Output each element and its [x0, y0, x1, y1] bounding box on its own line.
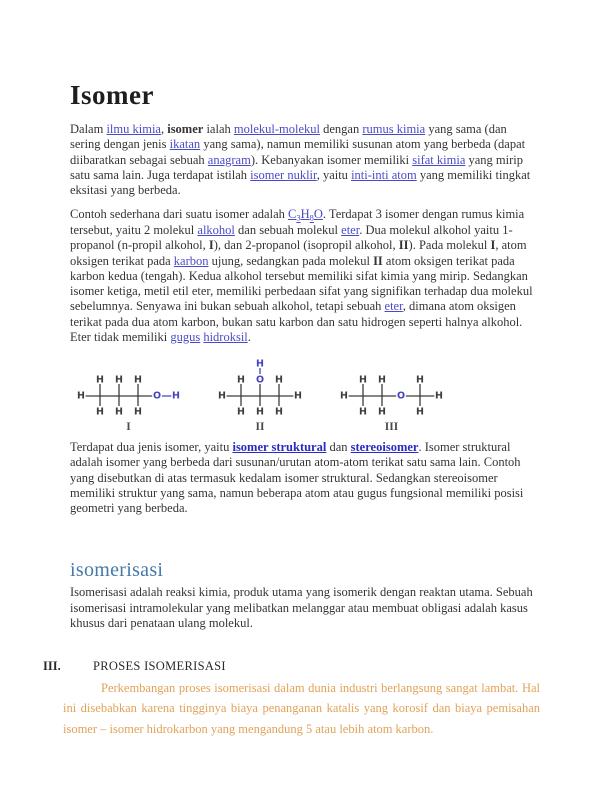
molecule-structure-1-propanol: [72, 354, 185, 434]
atom-label: O: [396, 390, 406, 402]
atom-label: H: [359, 374, 367, 386]
atom-label: H: [96, 374, 104, 386]
atom-label: H: [77, 390, 85, 402]
inline-link[interactable]: rumus kimia: [362, 122, 426, 136]
atom-label: O: [255, 374, 265, 386]
text-segment: Terdapat dua jenis isomer, yaitu: [70, 440, 233, 455]
atom-label: H: [96, 406, 104, 418]
molecule-roman-numeral: II: [255, 421, 265, 434]
inline-link[interactable]: ikatan: [169, 137, 201, 152]
text-segment: dan: [326, 440, 351, 455]
inline-link[interactable]: 3: [296, 212, 301, 223]
atom-label: H: [256, 406, 264, 418]
atom-label: H: [115, 374, 123, 386]
atom-label: H: [134, 374, 142, 386]
text-segment: atom oksigen terikat pada karbon kedua (tengah). Kedua alkohol tersebut memiliki sifat kimia yang mirip. Sedangkan isomer ketiga, metil etil eter, memiliki perbedaan sifat yang signifikan terhadap dua molekul sebelumnya. Senyawa ini bukan sebuah alkohol, tetapi sebuah: [70, 253, 533, 314]
inline-link[interactable]: alkohol: [197, 223, 235, 238]
atom-label: H: [275, 374, 283, 386]
text-segment: . Isomer struktural adalah isomer yang berbeda dari susunan/urutan atom-atom terikat satu sama lain. Contoh yang disebutkan di atas termasuk kedalam isomer struktural. Sedangkan stereoisomer memiliki struktur yang sama, namun beberapa atom atau gugus fungsional memiliki posisi geometri yang berbeda.: [70, 440, 524, 516]
atom-label: H: [218, 390, 226, 402]
text-segment: dengan: [319, 122, 363, 136]
molecule-svg: [335, 354, 448, 434]
molecule-roman-numeral: III: [384, 421, 399, 434]
paragraph-intro: [70, 122, 535, 198]
molecule-structure-metil-etil-eter: [335, 354, 448, 434]
bold-text: II: [373, 253, 383, 268]
atom-label: H: [256, 358, 264, 370]
bold-text: I: [490, 238, 496, 253]
atom-label: H: [359, 406, 367, 418]
atom-label: H: [378, 406, 386, 418]
heading-isomerisasi: isomerisasi: [70, 559, 164, 582]
text-segment: ). Kebanyakan isomer memiliki: [250, 152, 413, 167]
atom-label: H: [416, 406, 424, 418]
atom-label: H: [275, 406, 283, 418]
text-segment: Dalam: [70, 122, 107, 136]
paragraph-isomerisasi: Isomerisasi adalah reaksi kimia, produk utama yang isomerik dengan reaktan utama. Sebuah isomerisasi intramolekular yang melibatkan melanggar atau membuat obligasi adalah kasus khusus dari penataan ulang molekul.: [70, 585, 533, 630]
text-segment: . Dua molekul alkohol yaitu 1-propanol (n-propil alkohol,: [70, 223, 513, 253]
inline-link[interactable]: sifat kimia: [412, 152, 466, 167]
text-segment: Contoh sederhana dari suatu isomer adalah: [70, 207, 288, 222]
inline-link[interactable]: O: [313, 207, 323, 222]
section-title: PROSES ISOMERISASI: [93, 659, 226, 674]
text-segment: ), dan 2-propanol (isopropil alkohol,: [213, 238, 399, 253]
atom-label: H: [416, 374, 424, 386]
text-segment: ). Pada molekul: [408, 238, 491, 253]
inline-link[interactable]: eter: [341, 223, 360, 238]
atom-label: H: [378, 374, 386, 386]
inline-link[interactable]: eter: [384, 299, 403, 314]
chemical-structures-figure: [72, 354, 535, 434]
inline-link[interactable]: gugus: [170, 329, 201, 344]
molecule-roman-numeral: I: [126, 421, 131, 434]
inline-link[interactable]: isomer struktural: [232, 440, 327, 455]
page-title: Isomer: [70, 80, 154, 110]
text-segment: , atom oksigen terikat pada: [70, 238, 527, 268]
molecule-svg: [213, 354, 307, 434]
text-segment: .: [247, 329, 251, 344]
atom-label: H: [340, 390, 348, 402]
text-segment: . Terdapat 3 isomer dengan rumus kimia tersebut, yaitu 2 molekul: [70, 207, 525, 238]
text-segment: ,: [160, 122, 168, 136]
bold-text: I: [208, 238, 214, 253]
atom-label: O: [152, 390, 162, 402]
paragraph-proses-isomerisasi: Perkembangan proses isomerisasi dalam dunia industri berlangsung sangat lambat. Hal ini disebabkan karena tingginya biaya penanganan katalis yang korosif dan biaya pemisahan isomer – isomer hidrokarbon yang mengandung 5 atau lebih atom karbon.: [63, 681, 540, 736]
bold-text: II: [398, 238, 409, 253]
text-segment: ujung, sedangkan pada molekul: [208, 253, 374, 268]
atom-label: H: [172, 390, 180, 402]
text-segment: dan sebuah molekul: [234, 223, 342, 238]
paragraph-example: [70, 207, 535, 345]
inline-link[interactable]: hidroksil: [203, 329, 248, 344]
text-segment: , dimana atom oksigen terikat pada dua atom karbon, bukan satu karbon dan satu hidrogen seperti halnya alkohol. Eter tidak memiliki: [70, 299, 523, 344]
text-segment: yang sama), namun memiliki susunan atom yang berbeda (dapat diibaratkan sebagai sebuah: [70, 137, 526, 167]
inline-link[interactable]: C: [288, 207, 297, 222]
bold-text: isomer: [167, 122, 204, 136]
section-number: III.: [43, 659, 61, 674]
text-segment: ialah: [203, 122, 234, 136]
text-segment: yang memiliki tingkat eksitasi yang berbeda.: [70, 167, 531, 197]
atom-label: H: [294, 390, 302, 402]
atom-label: H: [115, 406, 123, 418]
molecule-structure-2-propanol: [213, 354, 307, 434]
inline-link[interactable]: inti-inti atom: [351, 167, 417, 182]
inline-link[interactable]: 8: [309, 212, 314, 223]
inline-link[interactable]: isomer nuklir: [250, 167, 317, 182]
inline-link[interactable]: stereoisomer: [350, 440, 419, 455]
atom-label: H: [435, 390, 443, 402]
inline-link[interactable]: molekul-molekul: [233, 122, 320, 136]
atom-label: H: [237, 374, 245, 386]
inline-link[interactable]: anagram: [207, 152, 251, 167]
inline-link[interactable]: ilmu kimia: [106, 122, 161, 136]
section-heading-row: [43, 659, 535, 674]
text-segment: yang mirip satu sama lain. Juga terdapat istilah: [70, 152, 524, 182]
inline-link[interactable]: H: [300, 207, 310, 222]
text-segment: , yaitu: [316, 167, 352, 182]
inline-link[interactable]: karbon: [173, 253, 209, 268]
paragraph-isomer-types: [70, 440, 535, 516]
text-segment: yang sama (dan sering dengan jenis: [70, 122, 507, 152]
atom-label: H: [237, 406, 245, 418]
molecule-svg: [72, 354, 185, 434]
atom-label: H: [134, 406, 142, 418]
